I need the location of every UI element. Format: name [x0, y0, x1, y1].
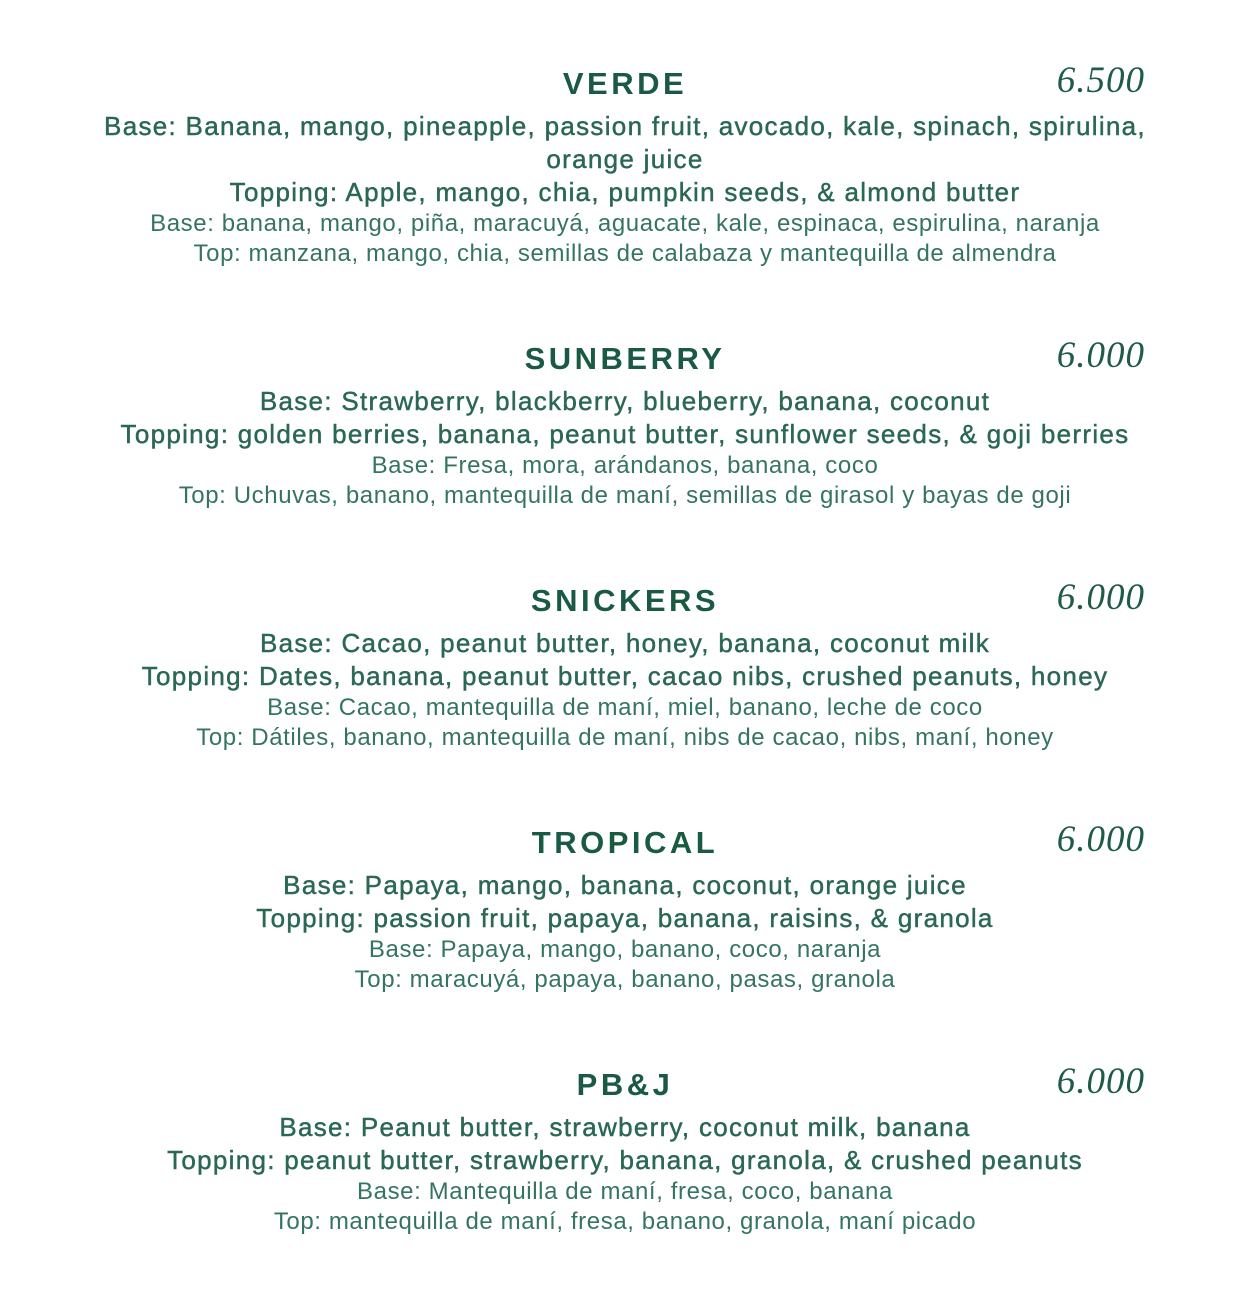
menu-item-sunberry	[50, 335, 1200, 511]
menu-item-base-es: Base: Fresa, mora, arándanos, banana, coco	[371, 452, 879, 479]
menu-item-tropical	[50, 819, 1200, 995]
menu-item-top-es: Top: mantequilla de maní, fresa, banano, granola, maní picado	[273, 1208, 977, 1235]
menu-item-title: SNICKERS	[530, 583, 720, 618]
menu-item-header	[50, 1061, 1200, 1105]
menu-item-top-es: Top: Dátiles, banano, mantequilla de maní, nibs de cacao, nibs, maní, honey	[196, 724, 1054, 751]
menu-item-topping-en: Topping: passion fruit, papaya, banana, raisins, & granola	[256, 903, 994, 933]
menu-item-base-es: Base: banana, mango, piña, maracuyá, aguacate, kale, espinaca, espirulina, naranja	[150, 210, 1100, 237]
menu-item-top-es: Top: manzana, mango, chia, semillas de calabaza y mantequilla de almendra	[193, 240, 1057, 267]
menu-item-base-es: Base: Mantequilla de maní, fresa, coco, banana	[357, 1178, 893, 1205]
menu-item-base-en: Base: Strawberry, blackberry, blueberry, banana, coconut	[259, 386, 991, 416]
menu-item-base-en: Base: Cacao, peanut butter, honey, banana, coconut milk	[259, 628, 991, 658]
menu-item-title: SUNBERRY	[524, 341, 726, 376]
menu-item-price: 6.000	[1056, 577, 1145, 618]
menu-item-header	[50, 819, 1200, 863]
menu-item-pbj	[50, 1061, 1200, 1237]
menu-item-topping-en: Topping: Apple, mango, chia, pumpkin seeds, & almond butter	[229, 177, 1021, 207]
menu-item-base-en: Base: Banana, mango, pineapple, passion fruit, avocado, kale, spinach, spirulina, orange juice	[104, 111, 1146, 174]
menu-item-verde	[50, 60, 1200, 269]
menu-item-base-es: Base: Cacao, mantequilla de maní, miel, banano, leche de coco	[267, 694, 983, 721]
menu-item-title: VERDE	[562, 66, 688, 101]
menu-item-header	[50, 60, 1200, 104]
menu-item-top-es: Top: maracuyá, papaya, banano, pasas, granola	[354, 966, 896, 993]
menu-item-price: 6.000	[1056, 819, 1145, 860]
menu-item-title: TROPICAL	[531, 825, 719, 860]
menu-item-topping-en: Topping: golden berries, banana, peanut butter, sunflower seeds, & goji berries	[120, 419, 1130, 449]
menu-item-base-en: Base: Papaya, mango, banana, coconut, orange juice	[283, 870, 967, 900]
menu-item-base-en: Base: Peanut butter, strawberry, coconut milk, banana	[279, 1112, 971, 1142]
menu-item-snickers	[50, 577, 1200, 753]
menu-item-top-es: Top: Uchuvas, banano, mantequilla de maní, semillas de girasol y bayas de goji	[178, 482, 1072, 509]
menu-item-header	[50, 335, 1200, 379]
menu-item-topping-en: Topping: Dates, banana, peanut butter, cacao nibs, crushed peanuts, honey	[141, 661, 1109, 691]
menu-item-price: 6.500	[1056, 60, 1145, 101]
menu-item-base-es: Base: Papaya, mango, banano, coco, naranja	[368, 936, 882, 963]
menu-item-title: PB&J	[576, 1067, 674, 1102]
menu-item-price: 6.000	[1056, 1061, 1145, 1102]
menu-item-topping-en: Topping: peanut butter, strawberry, banana, granola, & crushed peanuts	[167, 1145, 1083, 1175]
menu-item-header	[50, 577, 1200, 621]
menu-item-price: 6.000	[1056, 335, 1145, 376]
